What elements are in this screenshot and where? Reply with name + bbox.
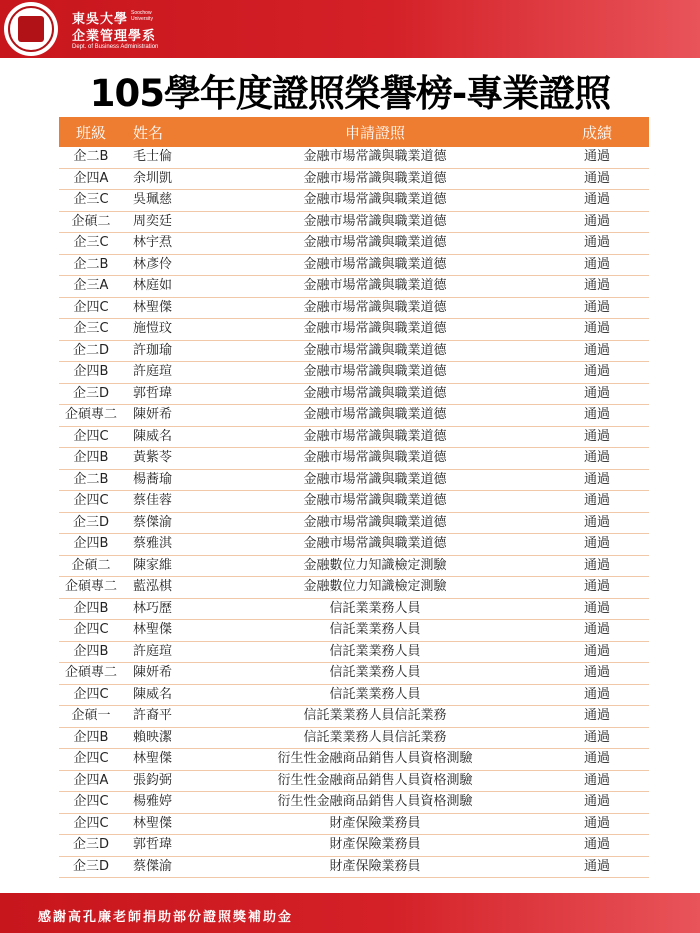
cell-class: 企三D [59,835,123,857]
column-header-certificate: 申請證照 [205,117,545,147]
table-row [59,856,649,878]
cell-certificate: 信託業業務人員 [205,663,545,685]
cell-name: 蔡佳蓉 [123,491,205,513]
table-row [59,147,649,168]
table-row [59,491,649,513]
cell-certificate: 金融市場常識與職業道德 [205,190,545,212]
table-row [59,362,649,384]
cell-certificate: 金融市場常識與職業道德 [205,469,545,491]
table-row [59,469,649,491]
table-row [59,555,649,577]
cell-class: 企四B [59,362,123,384]
cell-result: 通過 [545,663,649,685]
table-row [59,598,649,620]
cell-name: 陳威名 [123,684,205,706]
cell-result: 通過 [545,706,649,728]
cell-class: 企三C [59,319,123,341]
table-row [59,405,649,427]
cell-certificate: 信託業業務人員信託業務 [205,727,545,749]
cell-class: 企二B [59,147,123,168]
cell-name: 郭哲瑋 [123,383,205,405]
cell-name: 林聖傑 [123,813,205,835]
cell-certificate: 衍生性金融商品銷售人員資格測驗 [205,749,545,771]
cell-class: 企四B [59,534,123,556]
cell-name: 賴映潔 [123,727,205,749]
cell-class: 企四A [59,770,123,792]
cell-name: 蔡雅淇 [123,534,205,556]
table-row [59,254,649,276]
cell-class: 企二D [59,340,123,362]
cell-class: 企三D [59,512,123,534]
cell-result: 通過 [545,491,649,513]
table-row [59,211,649,233]
cell-result: 通過 [545,620,649,642]
cell-result: 通過 [545,405,649,427]
cell-name: 余圳凱 [123,168,205,190]
cell-result: 通過 [545,448,649,470]
cell-certificate: 信託業業務人員 [205,684,545,706]
column-header-class: 班級 [59,117,123,147]
university-name-en: Soochow University [131,10,153,22]
cell-name: 陳家維 [123,555,205,577]
cell-class: 企四C [59,620,123,642]
cell-class: 企碩專二 [59,663,123,685]
cell-certificate: 金融市場常識與職業道德 [205,276,545,298]
table-row [59,813,649,835]
cell-certificate: 財產保險業務員 [205,856,545,878]
page-title: 105學年度證照榮譽榜-專業證照 [89,72,611,115]
cell-result: 通過 [545,254,649,276]
table-row [59,684,649,706]
university-name: 東吳大學 [72,12,129,27]
cell-result: 通過 [545,233,649,255]
table-row [59,577,649,599]
cell-result: 通過 [545,856,649,878]
table-body [59,147,649,878]
cell-class: 企三C [59,190,123,212]
cell-name: 許庭瑄 [123,362,205,384]
cell-result: 通過 [545,168,649,190]
cell-name: 楊蕎瑜 [123,469,205,491]
cell-name: 陳妍希 [123,663,205,685]
footer-acknowledgement: 感謝高孔廉老師捐助部份證照獎補助金 [38,910,294,925]
top-banner [0,0,700,58]
cell-result: 通過 [545,749,649,771]
cell-result: 通過 [545,426,649,448]
cell-class: 企三D [59,856,123,878]
cell-certificate: 金融市場常識與職業道德 [205,319,545,341]
cell-name: 許庭瑄 [123,641,205,663]
cell-result: 通過 [545,469,649,491]
cell-result: 通過 [545,770,649,792]
cell-certificate: 金融市場常識與職業道德 [205,147,545,168]
table-row [59,448,649,470]
cell-certificate: 金融市場常識與職業道德 [205,254,545,276]
cell-certificate: 金融市場常識與職業道德 [205,297,545,319]
cell-certificate: 金融數位力知識檢定測驗 [205,555,545,577]
table-row [59,770,649,792]
cell-result: 通過 [545,727,649,749]
column-header-result: 成績 [545,117,649,147]
cell-name: 林聖傑 [123,749,205,771]
cell-class: 企二B [59,254,123,276]
cell-class: 企四C [59,426,123,448]
cell-name: 黃紫苓 [123,448,205,470]
cell-result: 通過 [545,297,649,319]
cell-class: 企四B [59,448,123,470]
cell-name: 許珈瑜 [123,340,205,362]
table-row [59,383,649,405]
cell-result: 通過 [545,577,649,599]
table-row [59,663,649,685]
cell-result: 通過 [545,362,649,384]
cell-name: 蔡傑渝 [123,856,205,878]
cell-name: 張鈞弼 [123,770,205,792]
cell-name: 楊雅婷 [123,792,205,814]
table-row [59,512,649,534]
cell-certificate: 金融市場常識與職業道德 [205,405,545,427]
cell-certificate: 金融市場常識與職業道德 [205,362,545,384]
cell-class: 企四C [59,813,123,835]
cell-certificate: 金融市場常識與職業道德 [205,383,545,405]
cell-class: 企四C [59,297,123,319]
cell-certificate: 衍生性金融商品銷售人員資格測驗 [205,792,545,814]
cell-result: 通過 [545,512,649,534]
cell-certificate: 金融市場常識與職業道德 [205,448,545,470]
cell-name: 毛士倫 [123,147,205,168]
cell-certificate: 金融市場常識與職業道德 [205,233,545,255]
cell-certificate: 信託業業務人員 [205,641,545,663]
cell-name: 林彥伶 [123,254,205,276]
cell-class: 企四B [59,641,123,663]
cell-result: 通過 [545,684,649,706]
cell-name: 林聖傑 [123,297,205,319]
cell-result: 通過 [545,792,649,814]
cell-certificate: 金融市場常識與職業道德 [205,168,545,190]
cell-class: 企二B [59,469,123,491]
cell-class: 企碩專二 [59,405,123,427]
column-header-name: 姓名 [123,117,205,147]
table-row [59,340,649,362]
cell-certificate: 信託業業務人員 [205,620,545,642]
cell-name: 陳威名 [123,426,205,448]
table-row [59,620,649,642]
cell-result: 通過 [545,598,649,620]
cell-result: 通過 [545,147,649,168]
certificate-table [59,117,649,878]
table-row [59,426,649,448]
cell-name: 吳珮慈 [123,190,205,212]
cell-name: 郭哲瑋 [123,835,205,857]
cell-name: 林聖傑 [123,620,205,642]
cell-certificate: 金融市場常識與職業道德 [205,534,545,556]
cell-name: 蔡傑渝 [123,512,205,534]
cell-class: 企碩二 [59,211,123,233]
cell-class: 企碩二 [59,555,123,577]
table-row [59,749,649,771]
cell-class: 企四A [59,168,123,190]
cell-class: 企四C [59,491,123,513]
cell-certificate: 財產保險業務員 [205,835,545,857]
table-row [59,835,649,857]
cell-name: 施愷玟 [123,319,205,341]
cell-class: 企四C [59,749,123,771]
cell-certificate: 信託業業務人員 [205,598,545,620]
cell-certificate: 金融數位力知識檢定測驗 [205,577,545,599]
cell-class: 企碩專二 [59,577,123,599]
cell-class: 企四C [59,792,123,814]
cell-class: 企三A [59,276,123,298]
cell-result: 通過 [545,319,649,341]
table-row [59,276,649,298]
cell-certificate: 金融市場常識與職業道德 [205,211,545,233]
cell-class: 企三C [59,233,123,255]
cell-name: 陳妍希 [123,405,205,427]
cell-result: 通過 [545,641,649,663]
cell-name: 林巧歷 [123,598,205,620]
cell-name: 林庭如 [123,276,205,298]
table-row [59,319,649,341]
table-row [59,297,649,319]
cell-class: 企四C [59,684,123,706]
department-name: 企業管理學系 [72,29,157,44]
cell-name: 林宇焄 [123,233,205,255]
cell-certificate: 衍生性金融商品銷售人員資格測驗 [205,770,545,792]
cell-result: 通過 [545,835,649,857]
table-row [59,190,649,212]
cell-name: 周奕廷 [123,211,205,233]
cell-certificate: 金融市場常識與職業道德 [205,512,545,534]
cell-certificate: 金融市場常識與職業道德 [205,491,545,513]
cell-result: 通過 [545,190,649,212]
university-seal-logo [4,2,58,56]
cell-result: 通過 [545,555,649,577]
table-row [59,534,649,556]
table-row [59,641,649,663]
cell-class: 企碩一 [59,706,123,728]
cell-certificate: 金融市場常識與職業道德 [205,340,545,362]
table-row [59,706,649,728]
cell-certificate: 金融市場常識與職業道德 [205,426,545,448]
cell-class: 企四B [59,727,123,749]
cell-result: 通過 [545,534,649,556]
cell-class: 企三D [59,383,123,405]
cell-result: 通過 [545,383,649,405]
table-row [59,792,649,814]
table-header-row [59,117,649,147]
table-row [59,727,649,749]
cell-result: 通過 [545,340,649,362]
department-name-en: Dept. of Business Administration [72,44,159,50]
table-row [59,233,649,255]
cell-class: 企四B [59,598,123,620]
cell-result: 通過 [545,211,649,233]
cell-result: 通過 [545,276,649,298]
cell-name: 許裔平 [123,706,205,728]
cell-result: 通過 [545,813,649,835]
cell-name: 藍泓棋 [123,577,205,599]
cell-certificate: 信託業業務人員信託業務 [205,706,545,728]
cell-certificate: 財產保險業務員 [205,813,545,835]
table-row [59,168,649,190]
